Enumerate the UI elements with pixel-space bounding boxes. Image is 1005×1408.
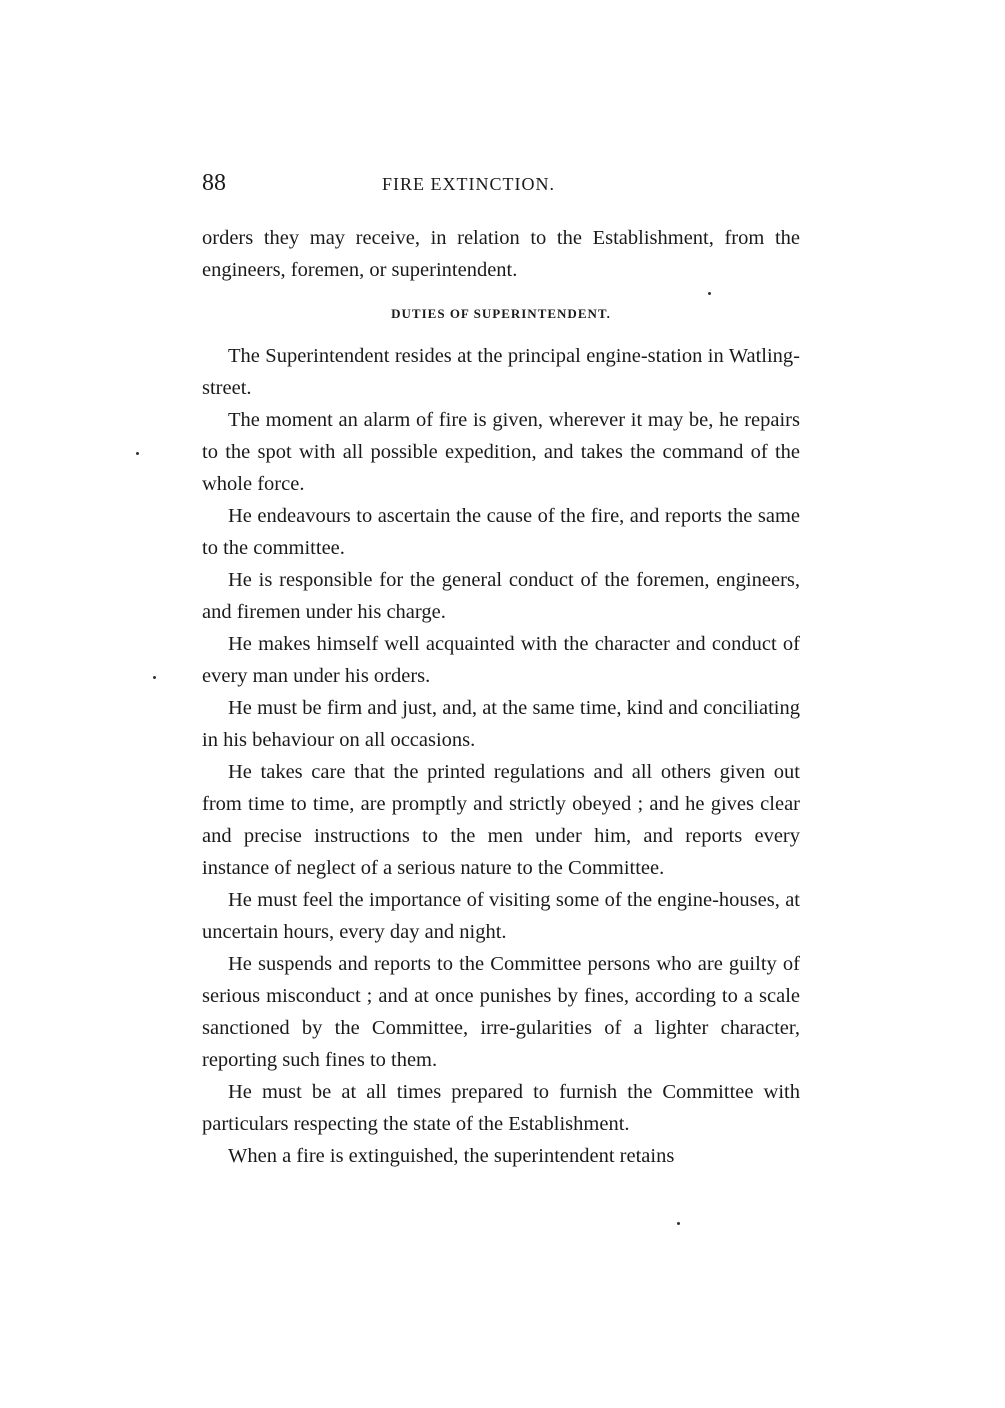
page-header <box>202 170 802 210</box>
paragraph: He is responsible for the general conduct of the foremen, engineers, and firemen under his charge. <box>202 569 800 623</box>
paragraph: He must be at all times prepared to furnish the Committee with particulars respecting the state of the Establishment. <box>202 1081 800 1135</box>
paragraph: He must be firm and just, and, at the same time, kind and conciliating in his behaviour on all occasions. <box>202 697 800 751</box>
continuation-paragraph: orders they may receive, in relation to the Establishment, from the engineers, foremen, or superintendent. <box>202 227 800 281</box>
running-head: FIRE EXTINCTION. <box>382 174 555 194</box>
section-heading: DUTIES OF SUPERINTENDENT. <box>391 306 611 321</box>
paragraph: He takes care that the printed regulations and all others given out from time to time, are promptly and strictly obeyed ; and he gives clear and precise instructions to the men under him, and reports every instance of neglect of a serious nature to the Committee. <box>202 761 800 879</box>
paragraph: He endeavours to ascertain the cause of the fire, and reports the same to the committee. <box>202 505 800 559</box>
print-speck <box>677 1222 680 1225</box>
print-speck <box>153 676 156 679</box>
print-speck <box>136 452 139 455</box>
paragraph: He makes himself well acquainted with the character and conduct of every man under his orders. <box>202 633 800 687</box>
body-text <box>202 222 800 1172</box>
paragraph: The moment an alarm of fire is given, wherever it may be, he repairs to the spot with all possible expedition, and takes the command of the whole force. <box>202 409 800 495</box>
paragraph: He must feel the importance of visiting some of the engine-houses, at uncertain hours, every day and night. <box>202 889 800 943</box>
paragraph: When a fire is extinguished, the superintendent retains <box>228 1145 675 1167</box>
page-number: 88 <box>202 170 226 196</box>
paragraph: The Superintendent resides at the principal engine-station in Watling-street. <box>202 345 800 399</box>
paragraph: He suspends and reports to the Committee persons who are guilty of serious misconduct ; and at once punishes by fines, according to a scale sanctioned by the Committee, irre-gularities of a lighter character, reporting such fines to them. <box>202 953 800 1071</box>
print-speck <box>708 292 711 295</box>
